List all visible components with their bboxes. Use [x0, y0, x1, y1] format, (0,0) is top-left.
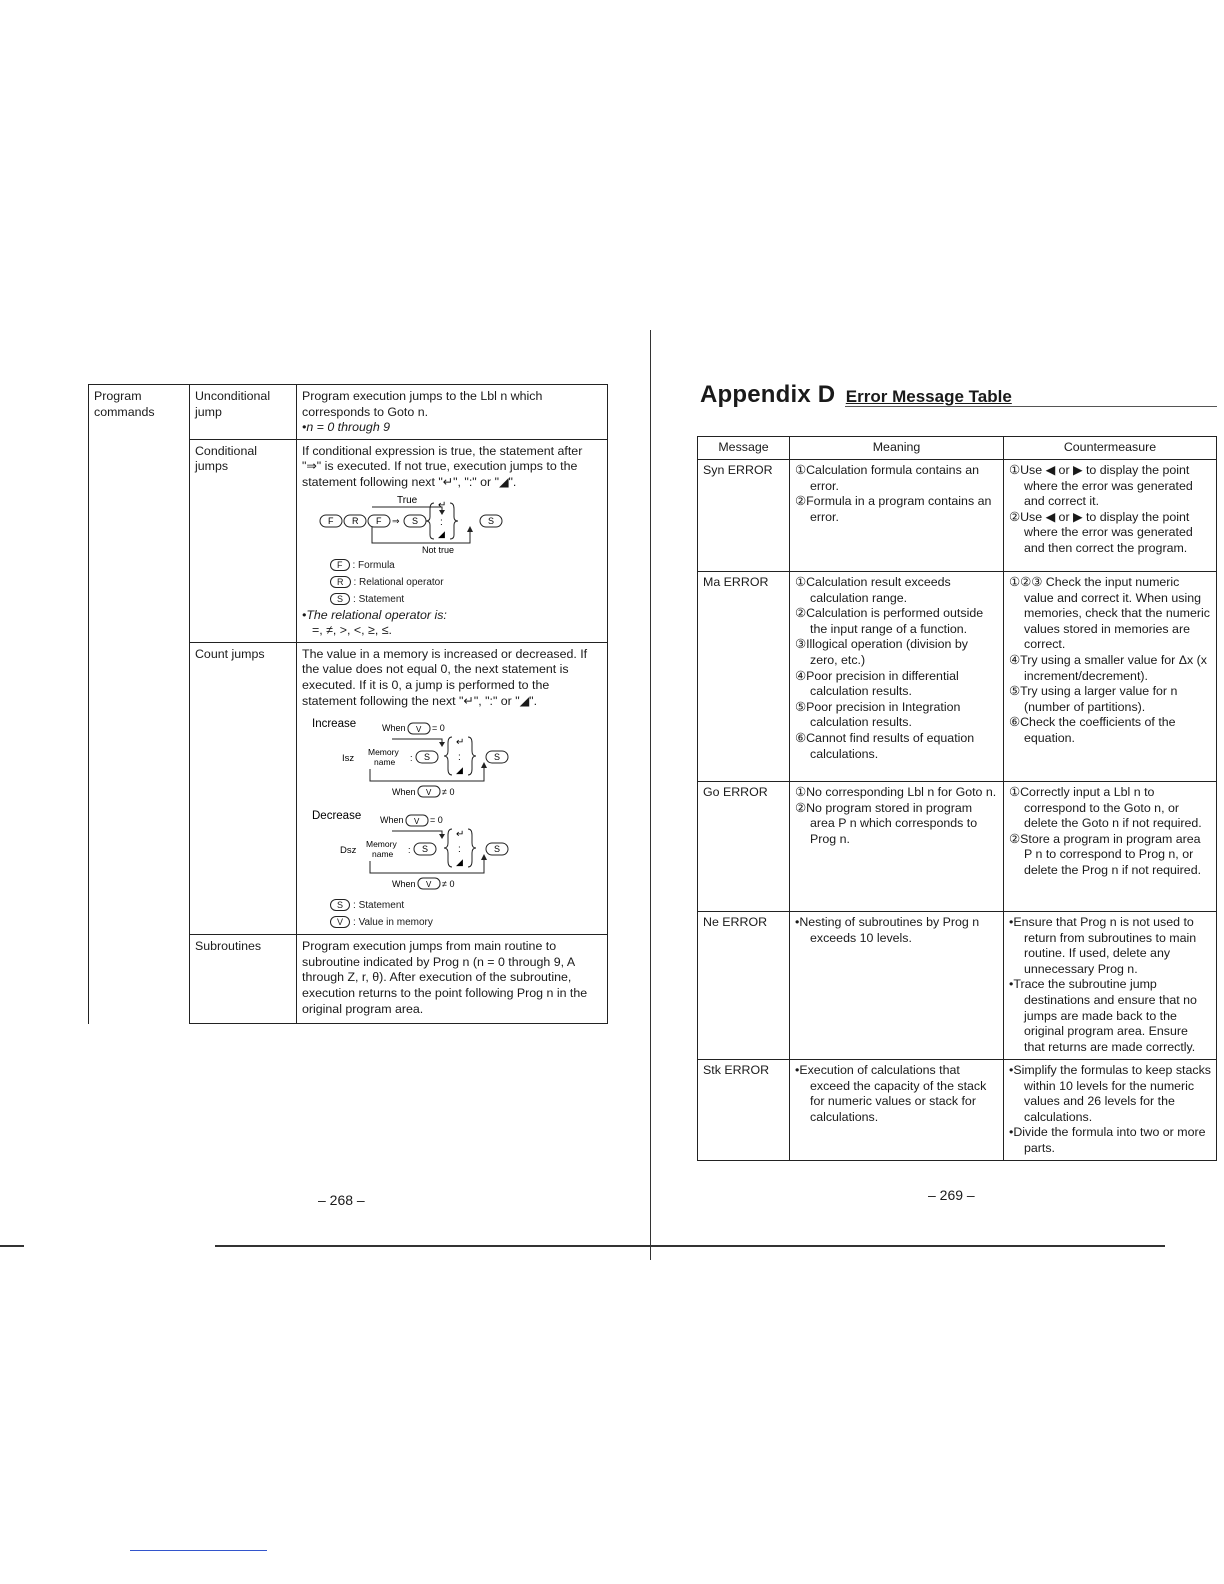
error-message-table: [697, 436, 1217, 1161]
countermeasure-cell: •Simplify the formulas to keep stacks within 10 levels for the numeric values and 26 levels for the calculations. •Divide the formula into two or more parts.: [1004, 1060, 1217, 1161]
meaning-cell: ①No corresponding Lbl n for Goto n. ②No program stored in program area P n which corresponds to Prog n.: [790, 782, 1004, 912]
svg-text:Memory: Memory: [366, 839, 397, 850]
svg-text:Decrease: Decrease: [312, 810, 362, 823]
row-description: Program execution jumps to the Lbl n which corresponds to Goto n. •n = 0 through 9: [297, 385, 608, 440]
page-gutter-line: [650, 330, 651, 1260]
true-label: True: [397, 494, 418, 506]
legend: S : Statement V : Value in memory: [302, 897, 602, 931]
svg-text:S: S: [424, 752, 431, 763]
legend: F : Formula R : Relational operator S : Statement: [302, 557, 602, 608]
row-label: Count jumps: [189, 642, 296, 934]
page-title: [700, 381, 1012, 409]
column-header: Countermeasure: [1004, 437, 1217, 460]
svg-text::: :: [458, 844, 461, 856]
meaning-cell: ①Calculation formula contains an error. ②Formula in a program contains an error.: [790, 460, 1004, 572]
table-row: [89, 385, 608, 440]
message-cell: Go ERROR: [698, 782, 790, 912]
key-f: F: [328, 515, 334, 526]
title-underline: [845, 406, 1217, 407]
svg-text:Memory: Memory: [368, 747, 399, 758]
meaning-cell: •Nesting of subroutines by Prog n exceeds 10 levels.: [790, 912, 1004, 1060]
svg-text:When: When: [392, 787, 416, 798]
svg-text:↵: ↵: [456, 737, 465, 749]
range-note: •n = 0 through 9: [302, 420, 391, 435]
svg-text:◢: ◢: [456, 858, 463, 869]
svg-text:V: V: [414, 817, 420, 827]
svg-text:≠ 0: ≠ 0: [442, 787, 455, 798]
key-badge: S: [330, 593, 350, 605]
row-label: Subroutines: [189, 935, 296, 1024]
svg-text::: :: [410, 753, 413, 764]
svg-text:S: S: [494, 752, 501, 763]
countermeasure-cell: ①Use ◀ or ▶ to display the point where the error was generated and correct it. ②Use ◀ or ▶ to display the point where the error was generated and then correct the program.: [1004, 460, 1217, 572]
meaning-cell: •Execution of calculations that exceed the capacity of the stack for numeric values or stack for calculations.: [790, 1060, 1004, 1161]
countermeasure-cell: •Ensure that Prog n is not used to return from subroutines to main routine. If used, delete any unnecessary Prog n. •Trace the subroutine jump destinations and ensure that no jumps are made back to the original program area. Ensure that returns are made correctly.: [1004, 912, 1217, 1060]
row-label: Unconditional jump: [189, 385, 296, 440]
svg-text:= 0: = 0: [430, 815, 443, 826]
key-badge: V: [330, 916, 350, 928]
not-true-label: Not true: [422, 544, 455, 555]
key-s: S: [412, 515, 419, 526]
key-badge: R: [330, 576, 351, 588]
key-badge: F: [330, 559, 350, 571]
svg-text:name: name: [374, 757, 396, 768]
svg-text:↵: ↵: [438, 499, 447, 511]
bottom-rule: [215, 1245, 1165, 1247]
svg-text:When: When: [382, 723, 406, 734]
key-badge: S: [330, 899, 350, 911]
message-cell: Ma ERROR: [698, 572, 790, 782]
key-r: R: [352, 515, 359, 526]
conditional-jump-diagram: [302, 493, 602, 555]
row-description: Program execution jumps from main routine to subroutine indicated by Prog n (n = 0 through 9, A through Z, r, θ). After execution of the subroutine, execution returns to the point following Prog n in the original program area.: [297, 935, 608, 1024]
svg-text:name: name: [372, 849, 394, 860]
page-number-right: – 269 –: [928, 1187, 975, 1203]
page-number-left: – 268 –: [318, 1192, 365, 1208]
row-label: Conditional jumps: [189, 439, 296, 642]
table-title: Error Message Table: [845, 387, 1012, 406]
table-row: [698, 460, 1217, 572]
meaning-cell: ①Calculation result exceeds calculation range. ②Calculation is performed outside the input range of a function. ③Illogical operation (division by zero, etc.) ④Poor precision in differential calculation results. ⑤Poor precision in Integration calculation results. ⑥Cannot find results of equation calculations.: [790, 572, 1004, 782]
decrease-diagram: [302, 805, 602, 895]
svg-text:≠ 0: ≠ 0: [442, 879, 455, 890]
column-header: Meaning: [790, 437, 1004, 460]
appendix-title: Appendix D: [700, 381, 836, 408]
message-cell: Ne ERROR: [698, 912, 790, 1060]
svg-text:Increase: Increase: [312, 718, 357, 731]
table-row: [698, 782, 1217, 912]
row-description: If conditional expression is true, the statement after "⇒" is executed. If not true, execution jumps to the statement following next "↵", ":" or "◢". True F R F ⇒ S ↵ : ◢ S Not true F : Formula R : Relational operator S : Statement •The relational operator is: =, ≠, >, <, ≥, ≤.: [297, 439, 608, 642]
operator-list: =, ≠, >, <, ≥, ≤.: [312, 623, 392, 638]
increase-diagram: [302, 711, 602, 803]
svg-text:◢: ◢: [438, 529, 445, 540]
operator-note: •The relational operator is:: [302, 607, 447, 622]
svg-text:V: V: [426, 880, 432, 890]
svg-text:= 0: = 0: [432, 723, 445, 734]
svg-text:When: When: [392, 879, 416, 890]
svg-text:V: V: [416, 725, 422, 735]
svg-text:⇒: ⇒: [392, 515, 400, 526]
program-commands-table: [88, 384, 608, 1024]
left-edge-rule: [0, 1245, 24, 1247]
svg-text::: :: [440, 516, 443, 528]
svg-text::: :: [458, 752, 461, 764]
svg-text:↵: ↵: [456, 829, 465, 841]
header-row: [698, 437, 1217, 460]
column-header: Message: [698, 437, 790, 460]
row-description: The value in a memory is increased or decreased. If the value does not equal 0, the next statement is executed. If it is 0, a jump is performed to the statement following the next "↵", ":" or "◢". Increase When V = 0 Isz Memory name : S ↵ : ◢ S When V ≠ 0 Decrease When V = 0 Dsz Memory name : S ↵ : ◢ S When V ≠ 0 S : Statement V : Value in memory: [297, 642, 608, 934]
svg-text:S: S: [494, 844, 501, 855]
svg-text::: :: [408, 845, 411, 856]
svg-text:◢: ◢: [456, 766, 463, 777]
svg-text:Dsz: Dsz: [340, 845, 357, 857]
countermeasure-cell: ①②③ Check the input numeric value and correct it. When using memories, check that the numeric values stored in memories are correct. ④Try using a smaller value for Δx (x increment/decrement). ⑤Try using a larger value for n (number of partitions). ⑥Check the coefficients of the equation.: [1004, 572, 1217, 782]
table-row: [698, 912, 1217, 1060]
svg-text:V: V: [426, 788, 432, 798]
countermeasure-cell: ①Correctly input a Lbl n to correspond to the Goto n, or delete the Goto n if not required. ②Store a program in program area P n to correspond to Prog n, or delete the Prog n if not required.: [1004, 782, 1217, 912]
key-f: F: [376, 515, 382, 526]
message-cell: Stk ERROR: [698, 1060, 790, 1161]
footer-link-rule: [130, 1550, 267, 1551]
key-s: S: [488, 515, 495, 526]
category-cell: Program commands: [89, 385, 190, 1024]
svg-text:When: When: [380, 815, 404, 826]
table-row: [698, 1060, 1217, 1161]
svg-text:S: S: [422, 844, 429, 855]
message-cell: Syn ERROR: [698, 460, 790, 572]
table-row: [698, 572, 1217, 782]
svg-text:Isz: Isz: [342, 753, 355, 765]
